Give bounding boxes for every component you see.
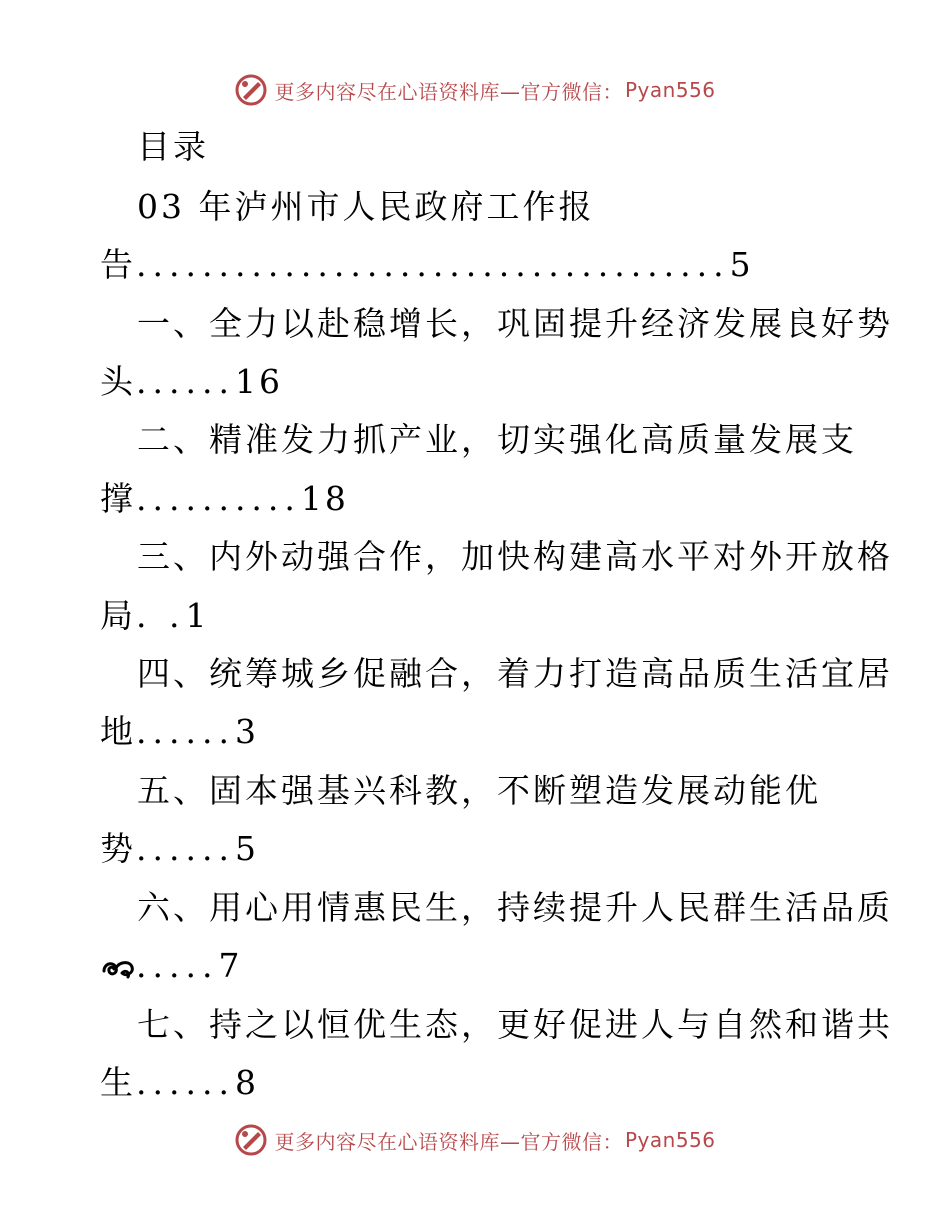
toc-page-number: 16 [234,362,283,401]
toc-page-number: 8 [234,1063,259,1102]
toc-entry-continuation[interactable] [100,1061,860,1105]
toc-page-number: 7 [218,946,243,985]
toc-page-number: 1 [185,596,210,635]
watermark-text: 更多内容尽在心语资料库—官方微信： [274,79,623,104]
header-watermark [0,70,950,110]
toc-entry-continuation[interactable] [100,594,860,638]
toc-entry-title[interactable]: 六、用心用情惠民生，持续提升人民群生活品质 [137,888,893,927]
toc-leader-dots: ...... [136,712,235,751]
toc-leader-dots: .................................... [136,245,730,284]
toc-leader-dots: . . [136,596,186,635]
toc-entry-tail: 势 [100,829,136,868]
toc-entry-title[interactable]: 三、内外动强合作，加快构建高水平对外开放格 [137,537,893,576]
watermark-text: 更多内容尽在心语资料库—官方微信： [274,1129,623,1154]
toc-entry-title[interactable]: 一、全力以赴稳增长，巩固提升经济发展良好势 [137,304,893,343]
toc-leader-dots: ...... [136,1063,235,1102]
toc-leader-dots: ..... [136,946,219,985]
toc-entry-title[interactable]: 03 年泸州市人民政府工作报 [137,187,595,226]
watermark-wechat-id: Pyan556 [624,1128,716,1152]
toc-heading: 目录 [137,127,209,166]
toc-entry-title[interactable]: 五、固本强基兴科教，不断塑造发展动能优 [137,771,821,810]
toc-entry-tail: 地 [100,712,136,751]
toc-entry-continuation[interactable] [100,944,860,988]
toc-leader-dots: ...... [136,829,235,868]
ornament-swirl-icon [100,955,136,981]
toc-entry-tail: 告 [100,245,136,284]
toc-leader-dots: ...... [136,362,235,401]
toc-entry-continuation[interactable] [100,710,860,754]
toc-entry-continuation[interactable] [100,243,860,287]
pen-seal-icon [234,1123,268,1157]
toc-entry-continuation[interactable] [100,360,860,404]
toc-entry-title[interactable]: 四、统筹城乡促融合，着力打造高品质生活宜居 [137,654,893,693]
toc-entry-tail: 头 [100,362,136,401]
toc-entry-title[interactable]: 七、持之以恒优生态，更好促进人与自然和谐共 [137,1005,893,1044]
toc-entry-continuation[interactable] [100,477,860,521]
toc-page-number: 3 [234,712,259,751]
toc-entry-tail: 撑 [100,479,136,518]
toc-page-number: 5 [729,245,754,284]
toc-leader-dots: .......... [136,479,301,518]
toc-entry-tail: 局 [100,596,136,635]
toc-page-number: 18 [300,479,349,518]
footer-watermark [0,1120,950,1160]
toc-entry-title[interactable]: 二、精准发力抓产业，切实强化高质量发展支 [137,420,857,459]
watermark-wechat-id: Pyan556 [624,78,716,102]
toc-entry-tail: 生 [100,1063,136,1102]
pen-seal-icon [234,73,268,107]
toc-entry-continuation[interactable] [100,827,860,871]
toc-page-number: 5 [234,829,259,868]
